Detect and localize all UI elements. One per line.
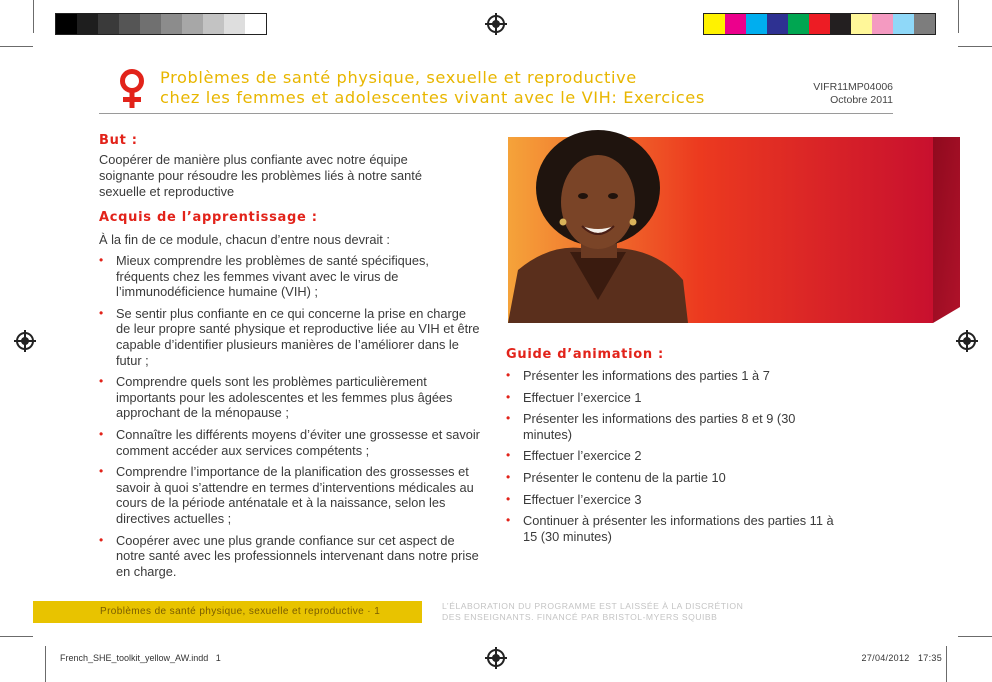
color-swatch (872, 14, 893, 34)
color-swatch (704, 14, 725, 34)
list-item: • Effectuer l’exercice 2 (506, 448, 846, 464)
crop-mark (45, 646, 46, 682)
color-swatch (767, 14, 788, 34)
registration-mark-icon (16, 332, 34, 350)
grayscale-control-strip (55, 13, 267, 35)
reference-code: VIFR11MP04006 (813, 81, 893, 93)
color-swatch (98, 14, 119, 34)
list-item: • Présenter le contenu de la partie 10 (506, 470, 846, 486)
registration-mark-icon (487, 15, 505, 33)
crop-mark (0, 636, 33, 637)
color-swatch (245, 14, 266, 34)
header-divider (99, 113, 893, 114)
color-swatch (746, 14, 767, 34)
color-swatch (140, 14, 161, 34)
slug-file-name: French_SHE_toolkit_yellow_AW.indd 1 (60, 653, 221, 663)
title-line-2: chez les femmes et adolescentes vivant avec le VIH: Exercices (160, 88, 705, 107)
page-title (160, 68, 705, 108)
registration-mark-icon (487, 649, 505, 667)
disclaimer-line-1: L’ÉLABORATION DU PROGRAMME EST LAISSÉE À LA DISCRÉTION (442, 601, 744, 611)
disclaimer-line-2: DES ENSEIGNANTS. FINANCÉ PAR BRISTOL-MYERS SQUIBB (442, 611, 718, 622)
learning-intro: À la fin de ce module, chacun d’entre nous devrait : (99, 232, 390, 247)
list-item: • Connaître les différents moyens d’éviter une grossesse et savoir comment accéder aux services compétents ; (99, 427, 481, 458)
facilitation-steps-list (506, 368, 846, 550)
crop-mark (958, 0, 959, 33)
list-item: • Mieux comprendre les problèmes de santé spécifiques, fréquents chez les femmes vivant avec le virus de l’immunodéficience humaine (VIH) ; (99, 253, 481, 300)
woman-portrait-photo (508, 130, 688, 323)
goal-heading: But : (99, 133, 138, 148)
color-swatch (893, 14, 914, 34)
slug-timestamp: 27/04/2012 17:35 (861, 653, 942, 663)
list-item: • Comprendre l’importance de la planification des grossesses et savoir à quoi s’attendre en termes d’interventions médicales au cours de la période anténatale et à la naissance, selon les directives actuelles ; (99, 464, 481, 526)
title-line-1: Problèmes de santé physique, sexuelle et reproductive (160, 68, 637, 87)
list-item: • Se sentir plus confiante en ce qui concerne la prise en charge de leur propre santé physique et reproductive liée au VIH et être capable d’identifier plusieurs manières de l’améliorer dans le futur ; (99, 306, 481, 368)
facilitation-heading: Guide d’animation : (506, 347, 664, 362)
crop-mark (33, 0, 34, 33)
list-item: • Effectuer l’exercice 3 (506, 492, 846, 508)
list-item: • Présenter les informations des parties 1 à 7 (506, 368, 846, 384)
color-swatch (830, 14, 851, 34)
crop-mark (958, 46, 992, 47)
color-swatch (725, 14, 746, 34)
color-swatch (809, 14, 830, 34)
reference-date: Octobre 2011 (830, 94, 893, 106)
color-swatch (119, 14, 140, 34)
goal-text: Coopérer de manière plus confiante avec notre équipe soignante pour résoudre les problèmes liés à notre santé sexuelle et reproductive (99, 152, 422, 199)
crop-mark (0, 46, 33, 47)
list-item: • Présenter les informations des parties 8 et 9 (30 minutes) (506, 411, 846, 442)
color-swatch (203, 14, 224, 34)
list-item: • Comprendre quels sont les problèmes particulièrement importants pour les adolescentes et les femmes plus âgées approchant de la ménopause ; (99, 374, 481, 421)
venus-symbol-icon (117, 68, 147, 110)
color-swatch (851, 14, 872, 34)
color-swatch (788, 14, 809, 34)
color-control-strip (703, 13, 936, 35)
color-swatch (914, 14, 935, 34)
registration-mark-icon (958, 332, 976, 350)
crop-mark (946, 646, 947, 682)
color-swatch (161, 14, 182, 34)
crop-mark (958, 636, 992, 637)
color-swatch (182, 14, 203, 34)
list-item: • Effectuer l’exercice 1 (506, 390, 846, 406)
learning-heading: Acquis de l’apprentissage : (99, 210, 318, 225)
color-swatch (77, 14, 98, 34)
list-item: • Continuer à présenter les informations des parties 11 à 15 (30 minutes) (506, 513, 846, 544)
color-swatch (224, 14, 245, 34)
document-reference (813, 81, 893, 107)
color-swatch (56, 14, 77, 34)
learning-outcomes-list (99, 253, 481, 585)
list-item: • Coopérer avec une plus grande confiance sur cet aspect de notre santé avec les professionnels intervenant dans notre prise en charge. (99, 533, 481, 580)
footer-page-label: Problèmes de santé physique, sexuelle et reproductive · 1 (100, 606, 381, 617)
footer-disclaimer (442, 601, 743, 622)
